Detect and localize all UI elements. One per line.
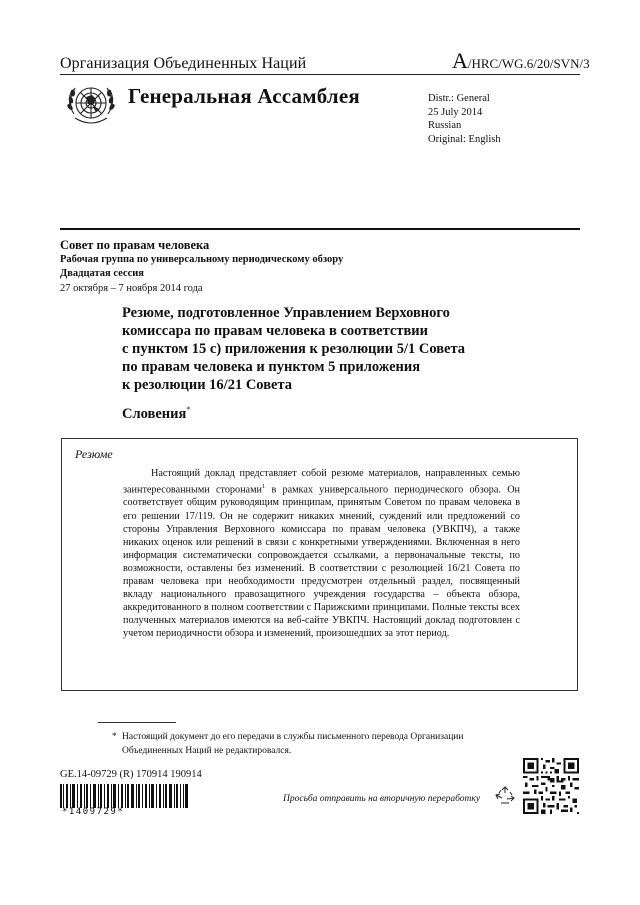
- distribution-line: 25 July 2014: [428, 106, 483, 118]
- title-line: по правам человека и пунктом 5 приложения: [122, 359, 421, 375]
- un-emblem-icon: [62, 80, 120, 130]
- footnote-rule: [98, 722, 176, 723]
- summary-text-part2: в рамках универсального периодического обзора. Он соответствует общим руководящим принципам, принятым Советом по правам человека в его решении 17/119. Он не содержит никаких мнений, суждений или предложений со стороны Управления Верховного комиссара по правам человека (УВКПЧ), а также никаких оценок или решений в связи с конкретными утверждениями. Включенная в него информация систематически сопровождается ссылками, а первоначальные тексты, по возможности, оставлены без изменений. В соответствии с резолюцией 16/21 Совета по правам человека при необходимости предусмотрен отдельный раздел, посвященный вкладу национального правозащитного учреждения государства – объекта обзора, аккредитованного в полном соответствии с Парижскими принципами. Полные тексты всех полученных материалов имеются на веб-сайте УВКПЧ. Настоящий доклад подготовлен с учетом периодичности обзора и изменений, произошедших за этот период.: [123, 484, 520, 639]
- document-symbol: [452, 48, 590, 73]
- council-block: [60, 238, 343, 296]
- summary-label: Резюме: [75, 447, 113, 461]
- country-heading: [122, 405, 190, 423]
- distribution-block: [428, 92, 501, 146]
- title-line: с пунктом 15 c) приложения к резолюции 5/1 Совета: [122, 341, 466, 357]
- general-assembly-title: Генеральная Ассамблея: [128, 84, 360, 108]
- summary-footnote-ref: 1: [261, 483, 266, 491]
- footnote: [100, 731, 510, 758]
- qr-code-icon: [523, 758, 579, 814]
- barcode-icon: [60, 784, 188, 808]
- session-dates: 27 октября – 7 ноября 2014 года: [60, 282, 203, 294]
- distribution-line: Russian: [428, 120, 462, 131]
- document-number: GE.14-09729 (R) 170914 190914: [60, 769, 202, 780]
- title-line: к резолюции 16/21 Совета: [122, 377, 293, 393]
- session: Двадцатая сессия: [60, 268, 144, 279]
- country-footnote-mark: *: [186, 405, 191, 414]
- country-name: Словения: [122, 405, 187, 422]
- masthead-rule: [60, 228, 580, 230]
- footnote-text: Настоящий документ до его передачи в службы письменного перевода Организации Объединенных Наций не редактировался.: [122, 732, 464, 756]
- distribution-line: Original: English: [428, 133, 501, 145]
- recycle-icon: [495, 786, 515, 806]
- summary-text: [123, 467, 520, 640]
- symbol-rest: /HRC/WG.6/20/SVN/3: [467, 56, 590, 71]
- footnote-mark: *: [112, 732, 117, 742]
- recycle-text: Просьба отправить на вторичную переработку: [283, 794, 481, 804]
- title-line: Резюме, подготовленное Управлением Верховного: [122, 305, 450, 321]
- header-rule: [60, 74, 580, 75]
- council-name: Совет по правам человека: [60, 238, 210, 252]
- summary-text-part1: Настоящий доклад представляет собой резюме материалов, направленных семью заинтересованными сторонами: [123, 468, 520, 496]
- title-line: комиссара по правам человека в соответствии: [122, 323, 428, 339]
- barcode-text: *1409729*: [62, 807, 125, 817]
- organization-name: Организация Объединенных Наций: [60, 55, 307, 72]
- distribution-line: Distr.: General: [428, 93, 490, 104]
- document-title: [122, 304, 522, 394]
- symbol-initial: A: [452, 48, 468, 73]
- working-group: Рабочая группа по универсальному периодическому обзору: [60, 253, 344, 265]
